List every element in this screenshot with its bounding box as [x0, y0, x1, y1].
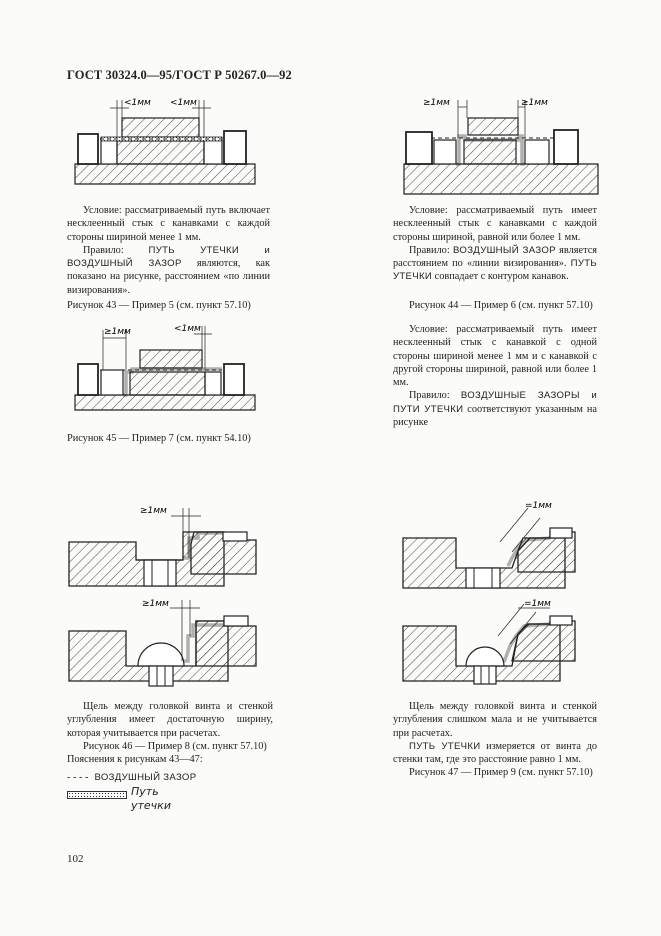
- fig43-rule-prefix: Правило:: [83, 244, 149, 256]
- fig47-rule-rest: измеряется от винта до стенки там, где это расстояние равно 1 мм.: [393, 740, 597, 766]
- fig43-caption: Рисунок 43 — Пример 5 (см. пункт 57.10): [67, 300, 251, 311]
- fig44-rule-prefix: Правило:: [409, 244, 454, 256]
- fig47-dim-top: =1мм: [525, 501, 552, 511]
- fig46-caption: Рисунок 46 — Пример 8 (см. пункт 57.10): [83, 740, 267, 752]
- fig45-caption: Рисунок 45 — Пример 7 (см. пункт 54.10): [67, 433, 251, 444]
- fig43-condition: Условие: рассматриваемый путь включает несклеенный стык с канавками с каждой стороны шириной менее 1 мм.: [67, 205, 270, 243]
- creepage-swatch: [67, 791, 127, 799]
- fig45-condition: Условие: рассматриваемый путь имеет несклеенный стык с канавкой с одной стороны шириной менее 1 мм и с канавкой с другой стороны шириной, равной или более 1 мм.: [393, 324, 597, 389]
- air-gap-dashes: - - - -: [67, 772, 89, 783]
- page-number: 102: [67, 853, 84, 865]
- fig44-rule-rest: совпадает с контуром канавок.: [432, 271, 569, 283]
- fig45-text: [393, 323, 597, 429]
- fig47-text: [393, 700, 597, 780]
- fig44-condition: Условие: рассматриваемый путь имеет несклеенный стык с канавками с каждой стороны шириной, равной или более 1 мм.: [393, 205, 597, 243]
- fig43-rule-rest: являются, как показано на рисунке, расстоянием «по линии визирования».: [67, 258, 270, 296]
- legend-title: Пояснения к рисункам 43—47:: [67, 754, 203, 766]
- legend: [67, 772, 196, 815]
- fig43-dim-right: <1мм: [170, 98, 197, 108]
- fig46-description: Щель между головкой винта и стенкой углубления имеет достаточную ширину, которая учитывается при расчетах.: [67, 701, 273, 739]
- fig44-rule-caps1: ВОЗДУШНЫЙ ЗАЗОР: [453, 244, 556, 256]
- fig44-dim-left: ≥1мм: [423, 98, 450, 108]
- figure-47-diagram: [400, 496, 585, 688]
- fig44-text: [393, 204, 597, 284]
- fig47-caption: Рисунок 47 — Пример 9 (см. пункт 57.10): [409, 767, 593, 779]
- fig46-dim-top: ≥1мм: [140, 506, 167, 516]
- fig43-text: [67, 204, 270, 297]
- fig47-dim-bottom: =1мм: [524, 599, 551, 609]
- fig45-dim-right: <1мм: [174, 324, 201, 334]
- fig45-rule-rest: соответствуют указанным на рисунке: [393, 403, 597, 429]
- air-gap-label: ВОЗДУШНЫЙ ЗАЗОР: [94, 772, 197, 783]
- fig46-dim-bottom: ≥1мм: [142, 599, 169, 609]
- fig44-rule-caps2: ПУТЬ УТЕЧКИ: [393, 258, 597, 283]
- fig44-caption: Рисунок 44 — Пример 6 (см. пункт 57.10): [409, 300, 593, 311]
- figure-45-diagram: [70, 322, 260, 414]
- figure-46-diagram: [66, 496, 276, 691]
- fig43-dim-left: <1мм: [124, 98, 151, 108]
- fig45-dim-left: ≥1мм: [104, 327, 131, 337]
- fig45-rule-prefix: Правило:: [409, 390, 461, 402]
- fig43-rule-caps: ПУТЬ УТЕЧКИ и ВОЗДУШНЫЙ ЗАЗОР: [67, 244, 271, 270]
- figure-43-diagram: [70, 94, 260, 194]
- figure-44-diagram: [401, 94, 601, 199]
- fig45-rule-caps: ВОЗДУШНЫЕ ЗАЗОРЫ и ПУТИ УТЕЧКИ: [393, 390, 597, 415]
- fig44-rule-mid: является расстоянием по «линии визирования».: [393, 244, 598, 270]
- fig47-rule-caps: ПУТЬ УТЕЧКИ: [409, 740, 481, 752]
- fig46-text: [67, 700, 273, 766]
- creepage-label-1: Путь: [131, 785, 159, 798]
- fig44-dim-right: ≥1мм: [521, 98, 548, 108]
- page-header: ГОСТ 30324.0—95/ГОСТ Р 50267.0—92: [67, 68, 292, 82]
- fig47-description: Щель между головкой винта и стенкой углубления слишком мала и не учитывается при расчетах.: [393, 701, 597, 739]
- creepage-label-2: утечки: [131, 799, 171, 812]
